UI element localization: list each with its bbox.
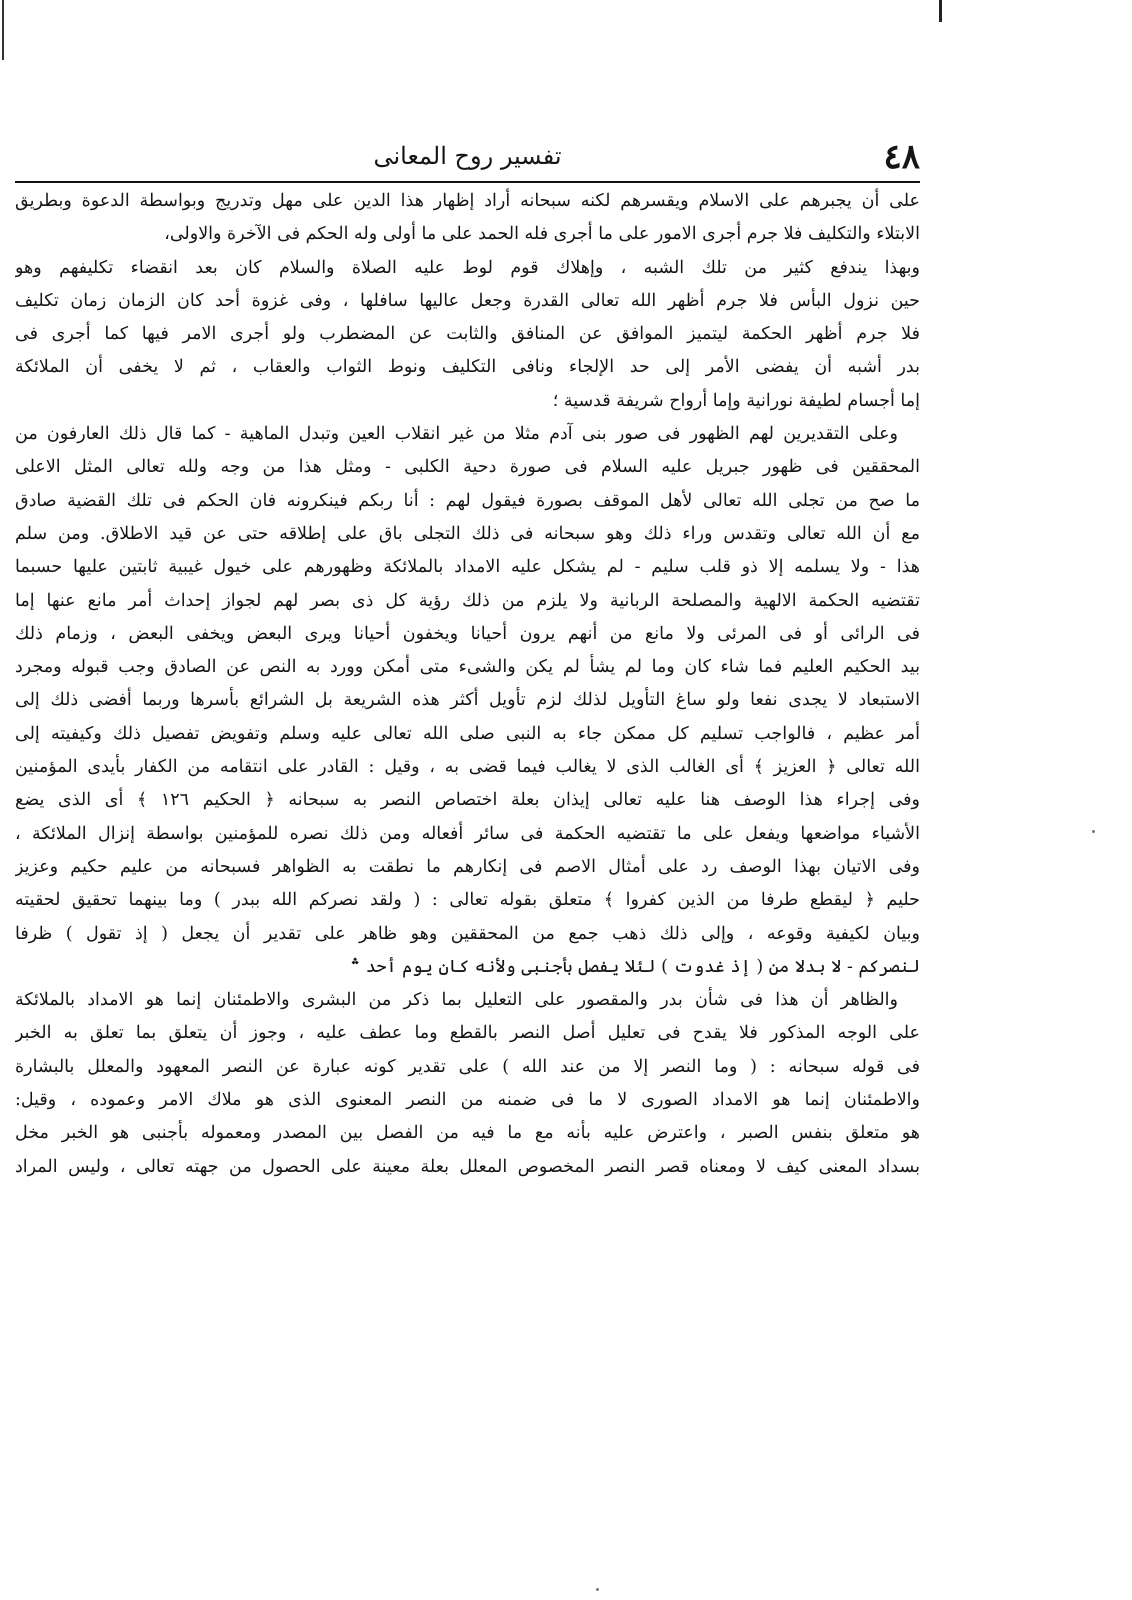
text-line: حين نزول البأس فلا جرم أظهر الله تعالى القدرة وجعل عاليها سافلها ، وفى غزوة أحد كان الزمان زمان تكليف [15, 290, 920, 311]
body-text [15, 185, 920, 1184]
text-line: الأشياء مواضعها ويفعل على ما تقتضيه الحكمة فى سائر أفعاله ومن ذلك نصره للمؤمنين بواسطة إنزال الملائكة ، [15, 823, 920, 844]
text-line: أمر عظيم ، فالواجب تسليم كل ممكن جاء به النبى صلى الله تعالى عليه وسلم وتفويض تفصيل ذلك وكيفيته إلى [15, 723, 920, 744]
text-line: الله تعالى ﴿ العزيز ﴾ أى الغالب الذى لا يغالب فيما قضى به ، وقيل : القادر على انتقامه من الكفار بأيدى المؤمنين [15, 757, 920, 778]
page-number: ٤٨ [883, 137, 920, 177]
text-line: وعلى التقديرين لهم الظهور فى صور بنى آدم مثلا من غير انقلاب العين وتبدل الماهية - كما قال ذلك العارفون من [15, 424, 898, 445]
text-line: حليم ﴿ ليقطع طرفا من الذين كفروا ﴾ متعلق بقوله تعالى : ( ولقد نصركم الله ببدر ) وما بينهما تحقيق لحقيته [15, 890, 920, 911]
text-line: هذا - ولا يسلمه إلا ذو قلب سليم - لم يشكل عليه الامداد بالملائكة وظهورهم على خيول غيبية ثابتين عليها حسبما [15, 557, 920, 578]
text-line: المحققين فى ظهور جبريل عليه السلام فى صورة دحية الكلبى - ومثل هذا من وجه ولله تعالى المثل الاعلى [15, 457, 920, 478]
running-title: تفسير روح المعانى [373, 142, 562, 170]
header-rule [15, 181, 920, 183]
text-line: مع أن الله تعالى وتقدس وراء ذلك وهو سبحانه فى ذلك التجلى باق على إطلاقه حتى عن قيد الاطلاق. ومن سلم [15, 523, 920, 544]
page-header [15, 135, 920, 179]
scan-corner-mark [939, 0, 942, 22]
text-line: وفى الاتيان بهذا الوصف رد على أمثال الاصم فى إنكارهم ما نطقت به الظواهر فسبحانه من عليم حكيم وعزيز [15, 856, 920, 877]
text-line: إما أجسام لطيفة نورانية وإما أرواح شريفة قدسية ؛ [552, 390, 920, 411]
text-line: فى قوله سبحانه : ( وما النصر إلا من عند الله ) على تقدير كونه عبارة عن النصر المعهود والمعلل بالبشارة [15, 1056, 920, 1077]
text-line: الاستبعاد لا يجدى نفعا ولو ساغ التأويل لذلك لزم تأويل أكثر هذه الشريعة بل الشرائع بأسرها وربما أفضى ذلك إلى [15, 690, 920, 711]
text-line: على أن يجبرهم على الاسلام ويقسرهم لكنه سبحانه أراد إظهار هذا الدين على مهل وتدريج وبواسطة الدعوة وبطريق [15, 191, 920, 211]
text-line: ما صح من تجلى الله تعالى لأهل الموقف بصورة فيقول لهم : أنا ربكم فينكرونه فان الحكم فى تلك القضية صادق [15, 490, 920, 511]
text-line: الابتلاء والتكليف فلا جرم أجرى الامور على ما أجرى فله الحمد على ما أولى وله الحكم فى الآخرة والاولى، [164, 224, 920, 245]
scan-speck [1092, 830, 1095, 833]
text-line: وبيان لكيفية وقوعه ، وإلى ذلك ذهب جمع من المحققين وهو ظاهر على تقدير أن يجعل ( إذ تقول ) ظرفا [15, 923, 920, 944]
text-line: بدر أشبه أن يفضى الأمر إلى حد الإلجاء ونافى التكليف ونوط الثواب والعقاب ، ثم لا يخفى أن الملائكة [15, 357, 920, 378]
text-line: وبهذا يندفع كثير من تلك الشبه ، وإهلاك قوم لوط عليه الصلاة والسلام كان بعد انقضاء تكليفهم وهو [15, 257, 920, 278]
scan-edge-mark [2, 0, 4, 60]
text-line: فلا جرم أظهر الحكمة ليتميز الموافق عن المنافق والثابت عن المضطرب ولو أجرى الامر فيها كما أجرى فى [15, 324, 920, 345]
text-line: وفى إجراء هذا الوصف هنا عليه تعالى إيذان بعلة اختصاص النصر به سبحانه ﴿ الحكيم ١٢٦ ﴾ أى الذى يضع [15, 790, 920, 811]
book-page [15, 135, 920, 1555]
text-line: هو متعلق بنفس الصبر ، واعترض عليه بأنه مع ما فيه من الفصل بين المصدر ومعموله بأجنبى هو الخبر مخل [15, 1123, 920, 1144]
text-line: فى الرائى أو فى المرئى ولا مانع من أنهم يرون أحيانا ويخفون أحيانا ويرى البعض ويخفى البعض ، وزمام ذلك [15, 623, 920, 644]
text-line: على الوجه المذكور فلا يقدح فى تعليل أصل النصر بالقطع وما عطف عليه ، وجوز أن يتعلق بما تعلق به الخبر [15, 1023, 920, 1044]
text-line: بسداد المعنى كيف لا ومعناه قصر النصر المخصوص المعلل بعلة معينة على الحصول من جهته تعالى ، وليس المراد [15, 1156, 920, 1177]
text-line: والاطمئنان إنما هو الامداد الصورى لا ما فى ضمنه من النصر المعنوى الذى هو ملاك الامر وعموده ، وقيل: [15, 1090, 920, 1111]
scan-speck [596, 1588, 599, 1591]
text-line: لنصركم - لا بدلا من ( إذ غدوت ) لئلا يفصل بأجنبى ولأنه كان يوم أحد ؞ [350, 956, 920, 977]
text-line: تقتضيه الحكمة الالهية والمصلحة الربانية ولا يلزم من ذلك رؤية كل ذى بصر لهم لجواز إحداث أمر مانع عنها إما [15, 590, 920, 611]
text-line: بيد الحكيم العليم فما شاء كان وما لم يشأ لم يكن والشىء متى أمكن وورد به النص عن الصادق وجب قبوله ومجرد [15, 657, 920, 678]
text-line: والظاهر أن هذا فى شأن بدر والمقصور على التعليل بما ذكر من البشرى والاطمئنان إنما هو الامداد بالملائكة [15, 990, 898, 1011]
